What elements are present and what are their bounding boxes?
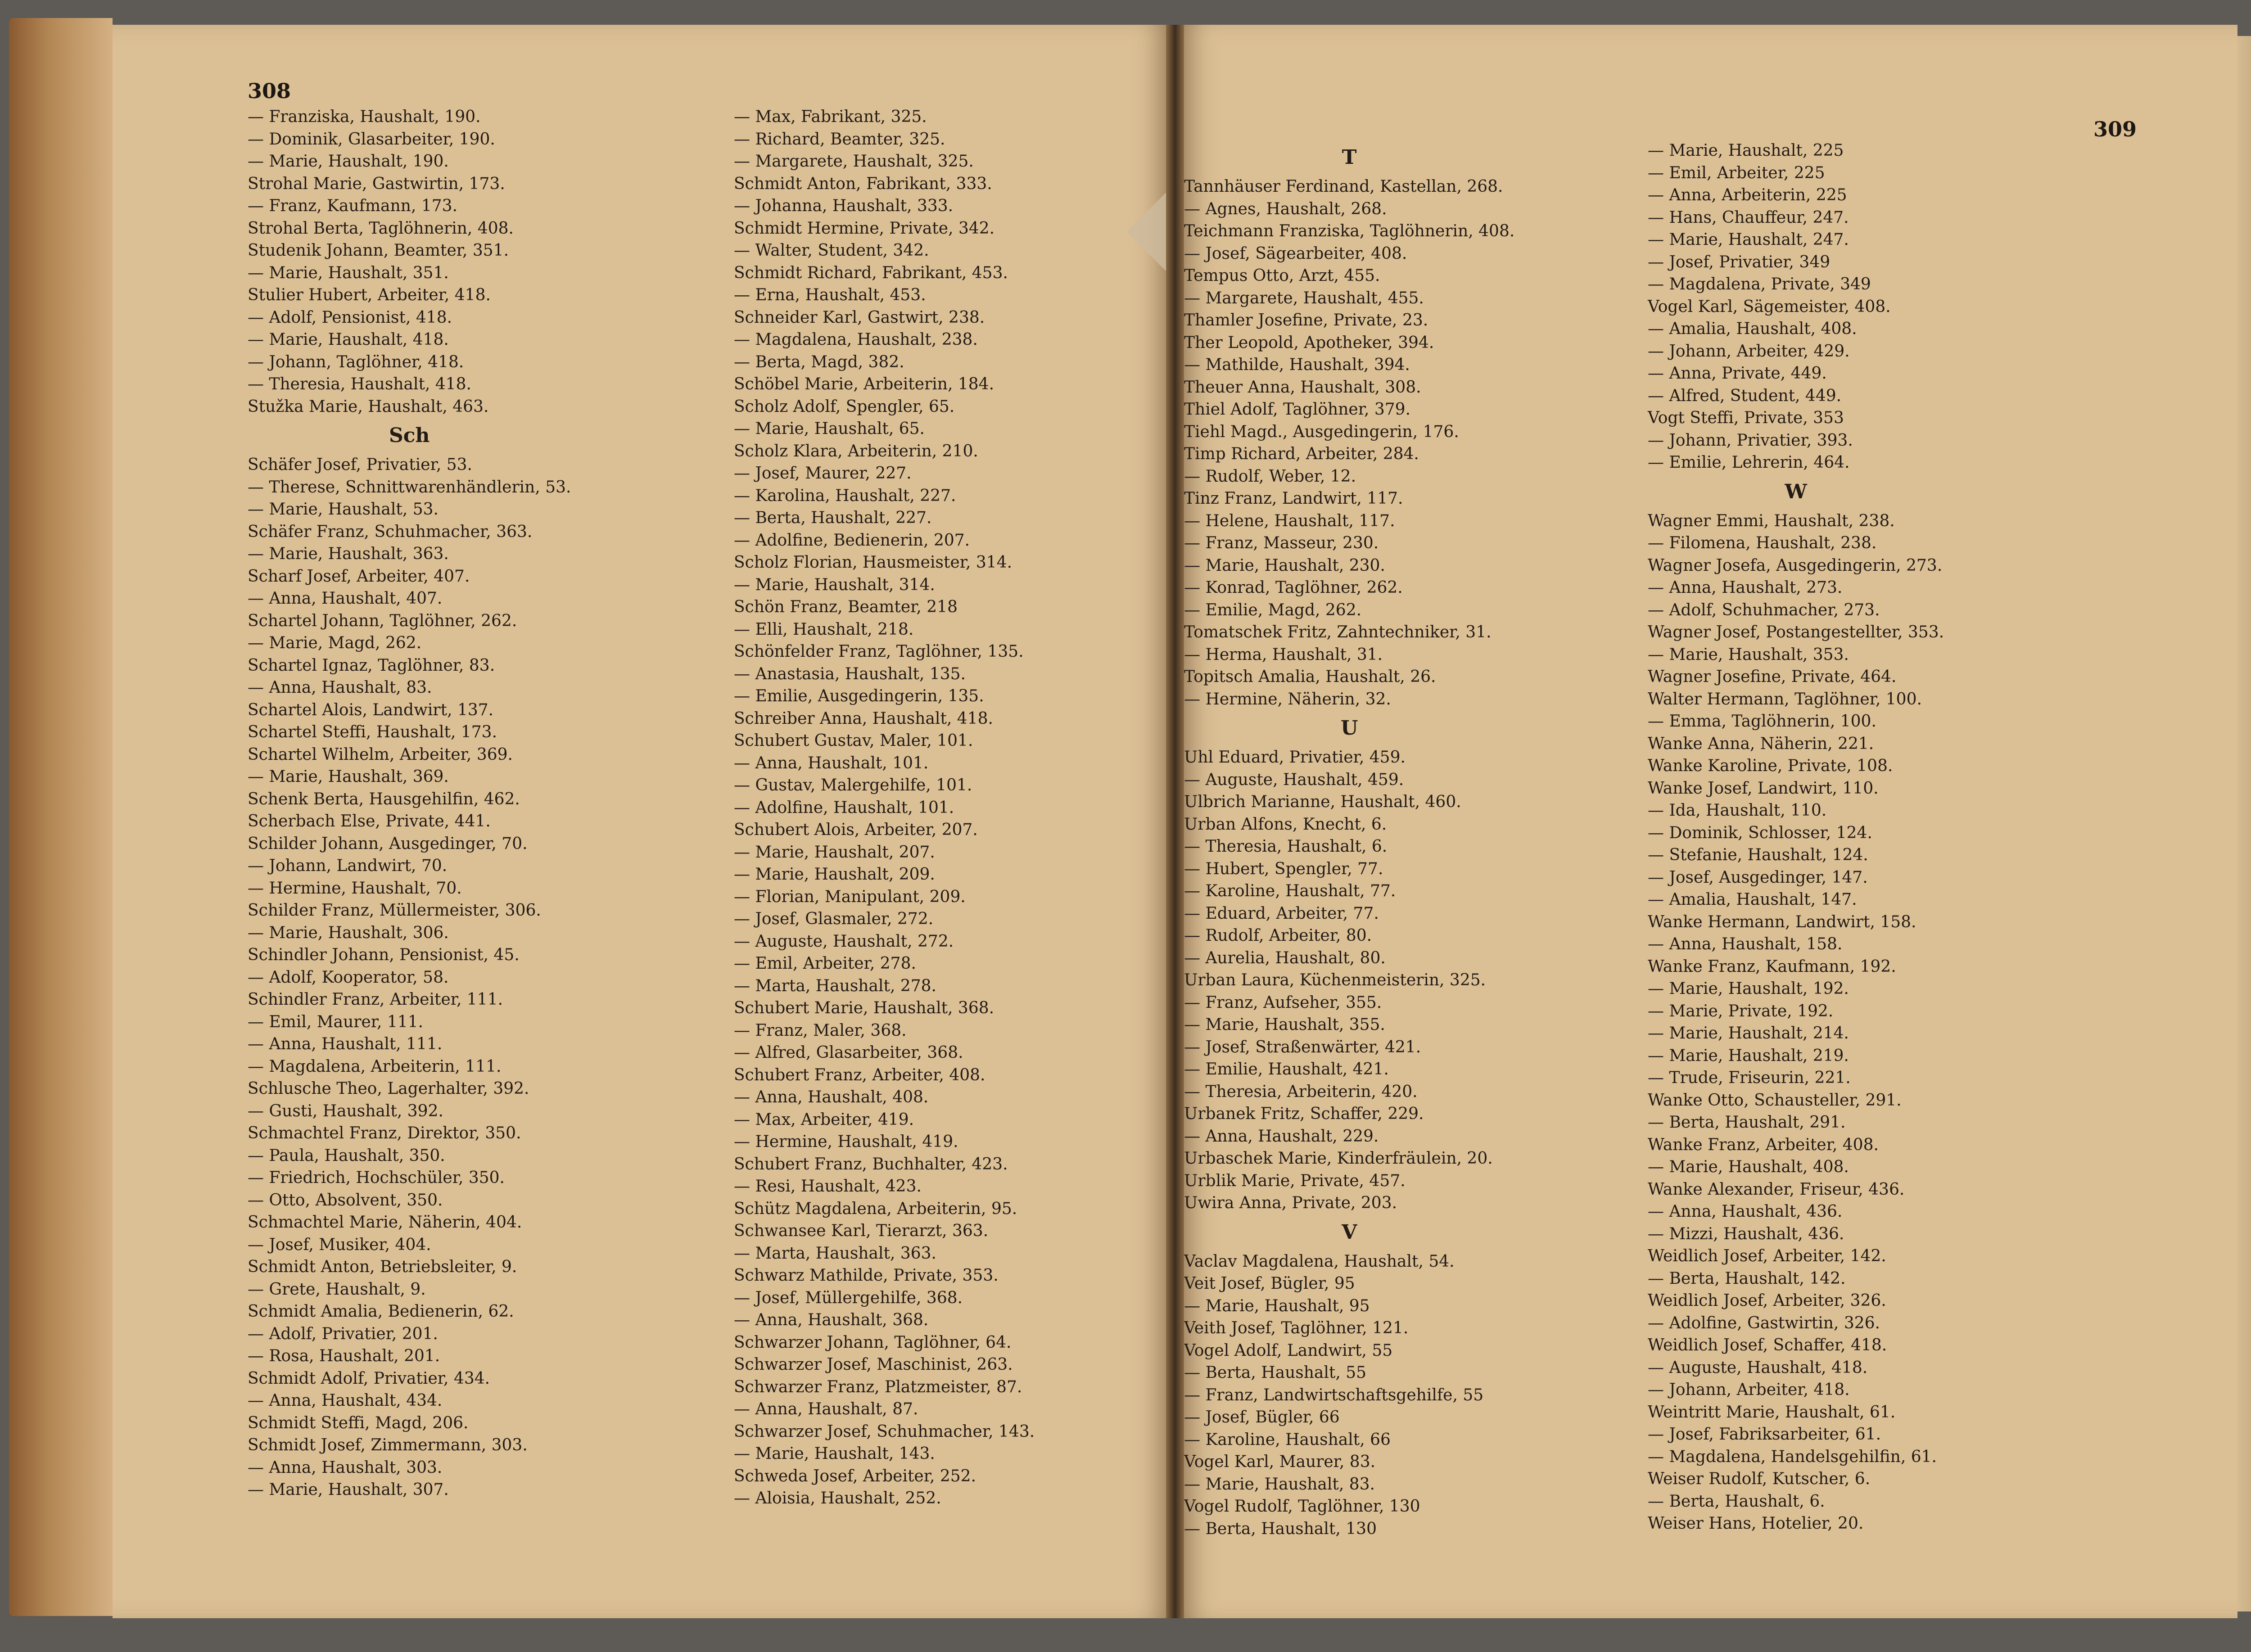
directory-entry: — Walter, Student, 342. — [734, 241, 929, 260]
directory-entry: Schmidt Amalia, Bedienerin, 62. — [248, 1302, 514, 1321]
directory-entry: — Gusti, Haushalt, 392. — [248, 1101, 443, 1120]
directory-entry: — Adolfine, Haushalt, 101. — [734, 798, 954, 817]
directory-entry: Schmidt Hermine, Private, 342. — [734, 219, 995, 238]
directory-entry: Strohal Marie, Gastwirtin, 173. — [248, 174, 505, 193]
directory-entry: Schubert Franz, Arbeiter, 408. — [734, 1065, 985, 1084]
directory-entry: — Dominik, Glasarbeiter, 190. — [248, 130, 495, 149]
right-page — [1175, 25, 2237, 1618]
right-column-1 — [1184, 140, 1514, 1540]
directory-entry: Scholz Adolf, Spengler, 65. — [734, 397, 955, 416]
directory-entry: — Johann, Landwirt, 70. — [248, 857, 447, 875]
directory-entry: — Franz, Aufseher, 355. — [1184, 993, 1382, 1012]
directory-entry: — Marie, Haushalt, 369. — [248, 767, 449, 786]
directory-entry: — Anna, Haushalt, 273. — [1648, 578, 1843, 597]
directory-entry: — Emilie, Ausgedingerin, 135. — [734, 687, 984, 705]
directory-entry: — Emilie, Magd, 262. — [1184, 600, 1362, 619]
directory-entry: — Marie, Haushalt, 314. — [734, 575, 935, 594]
directory-entry: — Johann, Taglöhner, 418. — [248, 352, 464, 371]
directory-entry: Stulier Hubert, Arbeiter, 418. — [248, 286, 491, 304]
book-gutter — [1166, 25, 1184, 1618]
directory-entry: — Aurelia, Haushalt, 80. — [1184, 948, 1386, 967]
directory-entry: — Karolina, Haushalt, 227. — [734, 486, 956, 505]
directory-entry: — Berta, Haushalt, 6. — [1648, 1492, 1825, 1511]
directory-entry: — Eduard, Arbeiter, 77. — [1184, 904, 1379, 923]
directory-entry: Studenik Johann, Beamter, 351. — [248, 241, 509, 260]
directory-entry: Schön Franz, Beamter, 218 — [734, 598, 958, 616]
directory-entry: Weidlich Josef, Arbeiter, 326. — [1648, 1291, 1886, 1310]
directory-entry: — Grete, Haushalt, 9. — [248, 1280, 426, 1299]
directory-entry: Schilder Franz, Müllermeister, 306. — [248, 901, 541, 920]
directory-entry: Timp Richard, Arbeiter, 284. — [1184, 445, 1419, 463]
directory-entry: — Marie, Haushalt, 53. — [248, 500, 438, 519]
directory-entry: — Alfred, Student, 449. — [1648, 386, 1842, 405]
directory-entry: — Anna, Haushalt, 87. — [734, 1400, 918, 1418]
directory-entry: — Florian, Manipulant, 209. — [734, 887, 966, 906]
left-column-2 — [734, 106, 1035, 1510]
directory-entry: — Marie, Private, 192. — [1648, 1002, 1834, 1020]
directory-entry: Strohal Berta, Taglöhnerin, 408. — [248, 219, 514, 238]
directory-entry: Schubert Franz, Buchhalter, 423. — [734, 1155, 1008, 1174]
directory-entry: — Franz, Landwirtschaftsgehilfe, 55 — [1184, 1386, 1484, 1404]
directory-entry: Vaclav Magdalena, Haushalt, 54. — [1184, 1252, 1455, 1271]
section-letter-heading: V — [1342, 1220, 1357, 1244]
directory-entry: Ulbrich Marianne, Haushalt, 460. — [1184, 793, 1461, 811]
directory-entry: — Anna, Haushalt, 368. — [734, 1311, 929, 1329]
directory-entry: Schäfer Josef, Privatier, 53. — [248, 456, 472, 474]
directory-entry: — Josef, Bügler, 66 — [1184, 1408, 1340, 1426]
directory-entry: Schwarzer Josef, Schuhmacher, 143. — [734, 1422, 1035, 1441]
directory-entry: Tannhäuser Ferdinand, Kastellan, 268. — [1184, 177, 1503, 196]
directory-entry: — Karoline, Haushalt, 77. — [1184, 882, 1396, 900]
directory-entry: — Hubert, Spengler, 77. — [1184, 859, 1383, 878]
directory-entry: — Anna, Haushalt, 434. — [248, 1391, 443, 1410]
directory-entry: — Rudolf, Arbeiter, 80. — [1184, 926, 1372, 945]
directory-entry: — Agnes, Haushalt, 268. — [1184, 199, 1387, 218]
directory-entry: Schütz Magdalena, Arbeiterin, 95. — [734, 1199, 1017, 1218]
directory-entry: — Josef, Ausgedinger, 147. — [1648, 868, 1868, 887]
directory-entry: — Theresia, Arbeiterin, 420. — [1184, 1082, 1418, 1101]
directory-entry: Schubert Alois, Arbeiter, 207. — [734, 821, 978, 839]
directory-entry: Weidlich Josef, Schaffer, 418. — [1648, 1336, 1887, 1354]
directory-entry: — Josef, Maurer, 227. — [734, 464, 912, 483]
directory-entry: Wanke Franz, Kaufmann, 192. — [1648, 957, 1896, 976]
directory-entry: — Auguste, Haushalt, 459. — [1184, 770, 1404, 789]
directory-entry: — Magdalena, Private, 349 — [1648, 275, 1871, 293]
directory-entry: Scholz Florian, Hausmeister, 314. — [734, 553, 1012, 572]
directory-entry: Schilder Johann, Ausgedinger, 70. — [248, 834, 528, 853]
directory-entry: Ther Leopold, Apotheker, 394. — [1184, 333, 1434, 352]
directory-entry: Theuer Anna, Haushalt, 308. — [1184, 378, 1421, 397]
directory-entry: — Anna, Haushalt, 111. — [248, 1035, 443, 1053]
directory-entry: — Rudolf, Weber, 12. — [1184, 467, 1356, 486]
section-letter-heading: W — [1785, 480, 1807, 503]
directory-entry: — Franziska, Haushalt, 190. — [248, 108, 481, 126]
directory-entry: — Adolf, Pensionist, 418. — [248, 308, 452, 327]
directory-entry: Schartel Johann, Taglöhner, 262. — [248, 611, 517, 630]
directory-entry: Schindler Johann, Pensionist, 45. — [248, 946, 520, 964]
directory-entry: — Erna, Haushalt, 453. — [734, 286, 926, 304]
directory-entry: Veit Josef, Bügler, 95 — [1184, 1274, 1355, 1293]
directory-entry: — Marie, Haushalt, 408. — [1648, 1158, 1849, 1176]
directory-entry: — Marie, Magd, 262. — [248, 634, 422, 652]
directory-entry: — Adolf, Schuhmacher, 273. — [1648, 600, 1880, 619]
directory-entry: — Josef, Glasmaler, 272. — [734, 910, 934, 928]
directory-entry: — Filomena, Haushalt, 238. — [1648, 534, 1877, 552]
directory-entry: — Theresia, Haushalt, 418. — [248, 375, 471, 393]
directory-entry: — Marie, Haushalt, 190. — [248, 152, 449, 171]
directory-entry: — Anastasia, Haushalt, 135. — [734, 664, 966, 683]
directory-entry: Tomatschek Fritz, Zahntechniker, 31. — [1184, 623, 1492, 641]
directory-entry: — Anna, Haushalt, 407. — [248, 589, 443, 608]
directory-entry: — Hans, Chauffeur, 247. — [1648, 208, 1849, 227]
directory-entry: — Franz, Maler, 368. — [734, 1021, 907, 1040]
directory-entry: Vogel Adolf, Landwirt, 55 — [1184, 1341, 1393, 1360]
directory-entry: Schreiber Anna, Haushalt, 418. — [734, 709, 993, 728]
directory-entry: Schwarzer Franz, Platzmeister, 87. — [734, 1377, 1022, 1396]
directory-entry: — Herma, Haushalt, 31. — [1184, 645, 1383, 664]
directory-entry: Thamler Josefine, Private, 23. — [1184, 311, 1428, 329]
directory-entry: Topitsch Amalia, Haushalt, 26. — [1184, 668, 1436, 686]
directory-entry: Schwarz Mathilde, Private, 353. — [734, 1266, 999, 1285]
directory-entry: — Marie, Haushalt, 225 — [1648, 141, 1844, 160]
directory-entry: — Berta, Haushalt, 142. — [1648, 1269, 1846, 1288]
directory-entry: — Margarete, Haushalt, 325. — [734, 152, 974, 171]
directory-entry: Schmidt Anton, Betriebsleiter, 9. — [248, 1258, 517, 1276]
directory-entry: Schlusche Theo, Lagerhalter, 392. — [248, 1079, 529, 1098]
right-column-2 — [1648, 140, 1944, 1535]
directory-entry: Uhl Eduard, Privatier, 459. — [1184, 748, 1406, 767]
directory-entry: Tempus Otto, Arzt, 455. — [1184, 266, 1380, 285]
directory-entry: — Amalia, Haushalt, 408. — [1648, 320, 1857, 338]
directory-entry: — Richard, Beamter, 325. — [734, 130, 945, 149]
directory-entry: Schubert Gustav, Maler, 101. — [734, 731, 973, 750]
directory-entry: Schwarzer Johann, Taglöhner, 64. — [734, 1333, 1012, 1352]
directory-entry: Wanke Karoline, Private, 108. — [1648, 757, 1893, 775]
directory-entry: Urblik Marie, Private, 457. — [1184, 1171, 1406, 1190]
directory-entry: — Helene, Haushalt, 117. — [1184, 511, 1395, 530]
directory-entry: — Berta, Haushalt, 227. — [734, 509, 932, 527]
directory-entry: — Johanna, Haushalt, 333. — [734, 197, 954, 215]
directory-entry: Wagner Emmi, Haushalt, 238. — [1648, 511, 1895, 530]
directory-entry: Vogel Karl, Maurer, 83. — [1184, 1453, 1376, 1471]
directory-entry: — Magdalena, Arbeiterin, 111. — [248, 1057, 502, 1076]
directory-entry: Vogel Rudolf, Taglöhner, 130 — [1184, 1497, 1420, 1516]
directory-entry: — Anna, Haushalt, 408. — [734, 1088, 929, 1106]
directory-entry: Weiser Rudolf, Kutscher, 6. — [1648, 1470, 1871, 1488]
directory-entry: — Marie, Haushalt, 219. — [1648, 1046, 1849, 1065]
directory-entry: Wanke Alexander, Friseur, 436. — [1648, 1180, 1905, 1199]
section-letter-heading: U — [1340, 717, 1358, 740]
directory-entry: Schubert Marie, Haushalt, 368. — [734, 999, 994, 1017]
directory-entry: — Marie, Haushalt, 353. — [1648, 645, 1849, 664]
directory-entry: — Marie, Haushalt, 207. — [734, 843, 935, 862]
directory-entry: — Gustav, Malergehilfe, 101. — [734, 776, 972, 794]
directory-entry: — Marie, Haushalt, 95 — [1184, 1296, 1370, 1315]
directory-entry: — Rosa, Haushalt, 201. — [248, 1347, 440, 1365]
section-letter-heading: Sch — [389, 424, 430, 447]
directory-entry: Veith Josef, Taglöhner, 121. — [1184, 1319, 1409, 1337]
directory-entry: Schäfer Franz, Schuhmacher, 363. — [248, 522, 533, 541]
directory-entry: Schmidt Steffi, Magd, 206. — [248, 1413, 469, 1432]
directory-entry: — Konrad, Taglöhner, 262. — [1184, 578, 1403, 597]
directory-entry: — Marie, Haushalt, 306. — [248, 923, 449, 942]
directory-entry: — Max, Arbeiter, 419. — [734, 1110, 914, 1129]
directory-entry: Wanke Otto, Schausteller, 291. — [1648, 1091, 1902, 1110]
directory-entry: Scherbach Else, Private, 441. — [248, 812, 491, 831]
directory-entry: Schwarzer Josef, Maschinist, 263. — [734, 1355, 1013, 1374]
directory-entry: — Magdalena, Handelsgehilfin, 61. — [1648, 1447, 1937, 1466]
book-edge-left — [9, 18, 113, 1616]
directory-entry: — Anna, Arbeiterin, 225 — [1648, 186, 1847, 204]
directory-entry: — Elli, Haushalt, 218. — [734, 620, 914, 639]
directory-entry: — Marie, Haushalt, 192. — [1648, 979, 1849, 998]
directory-entry: Schartel Wilhelm, Arbeiter, 369. — [248, 745, 513, 764]
directory-entry: Wanke Josef, Landwirt, 110. — [1648, 779, 1879, 798]
section-letter-heading: T — [1342, 146, 1357, 169]
directory-entry: — Anna, Haushalt, 303. — [248, 1458, 443, 1477]
directory-entry: — Josef, Müllergehilfe, 368. — [734, 1288, 963, 1307]
directory-entry: — Stefanie, Haushalt, 124. — [1648, 846, 1868, 864]
directory-entry: — Otto, Absolvent, 350. — [248, 1191, 443, 1210]
directory-entry: — Berta, Haushalt, 291. — [1648, 1113, 1846, 1132]
directory-entry: Schneider Karl, Gastwirt, 238. — [734, 308, 985, 327]
directory-entry: Urban Laura, Küchenmeisterin, 325. — [1184, 971, 1486, 989]
directory-entry: — Marie, Haushalt, 65. — [734, 420, 925, 438]
directory-entry: Schönfelder Franz, Taglöhner, 135. — [734, 642, 1024, 661]
directory-entry: — Josef, Fabriksarbeiter, 61. — [1648, 1425, 1881, 1444]
directory-entry: — Hermine, Haushalt, 70. — [248, 879, 462, 898]
directory-entry: Schmidt Richard, Fabrikant, 453. — [734, 263, 1008, 282]
directory-entry: Wagner Josefine, Private, 464. — [1648, 668, 1897, 686]
directory-entry: Urbaschek Marie, Kinderfräulein, 20. — [1184, 1149, 1493, 1168]
left-page — [113, 25, 1175, 1618]
left-column-1 — [248, 106, 571, 1501]
directory-entry: — Aloisia, Haushalt, 252. — [734, 1489, 941, 1508]
directory-entry: — Anna, Haushalt, 229. — [1184, 1127, 1379, 1146]
directory-entry: — Anna, Haushalt, 158. — [1648, 935, 1843, 953]
directory-entry: — Emma, Taglöhnerin, 100. — [1648, 712, 1876, 731]
directory-entry: — Marie, Haushalt, 83. — [1184, 1475, 1375, 1494]
directory-entry: — Marie, Haushalt, 307. — [248, 1480, 449, 1499]
directory-entry: — Johann, Arbeiter, 429. — [1648, 342, 1850, 361]
directory-entry: Weintritt Marie, Haushalt, 61. — [1648, 1403, 1896, 1422]
directory-entry: Schenk Berta, Hausgehilfin, 462. — [248, 790, 520, 808]
directory-entry: Stužka Marie, Haushalt, 463. — [248, 397, 489, 416]
directory-entry: — Ida, Haushalt, 110. — [1648, 801, 1827, 820]
directory-entry: — Josef, Sägearbeiter, 408. — [1184, 244, 1407, 263]
directory-entry: — Emilie, Haushalt, 421. — [1184, 1060, 1389, 1079]
directory-entry: Tinz Franz, Landwirt, 117. — [1184, 489, 1403, 508]
directory-entry: — Franz, Masseur, 230. — [1184, 534, 1379, 552]
directory-entry: Schweda Josef, Arbeiter, 252. — [734, 1467, 976, 1485]
directory-entry: — Therese, Schnittwarenhändlerin, 53. — [248, 478, 571, 497]
directory-entry: — Magdalena, Haushalt, 238. — [734, 330, 978, 349]
directory-entry: Urbanek Fritz, Schaffer, 229. — [1184, 1105, 1424, 1123]
directory-entry: — Adolfine, Bedienerin, 207. — [734, 531, 970, 550]
directory-entry: — Marie, Haushalt, 418. — [248, 330, 449, 349]
directory-entry: Uwira Anna, Private, 203. — [1184, 1194, 1397, 1212]
directory-entry: — Marta, Haushalt, 278. — [734, 976, 936, 995]
directory-entry: Weiser Hans, Hotelier, 20. — [1648, 1514, 1864, 1533]
directory-entry: — Anna, Haushalt, 83. — [248, 678, 432, 697]
directory-entry: — Anna, Haushalt, 436. — [1648, 1202, 1843, 1221]
directory-entry: — Friedrich, Hochschüler, 350. — [248, 1169, 505, 1187]
directory-entry: Schmidt Josef, Zimmermann, 303. — [248, 1436, 528, 1454]
directory-entry: — Josef, Privatier, 349 — [1648, 253, 1831, 271]
directory-entry: — Anna, Haushalt, 101. — [734, 754, 929, 772]
directory-entry: — Margarete, Haushalt, 455. — [1184, 289, 1424, 307]
directory-entry: — Marie, Haushalt, 214. — [1648, 1024, 1849, 1043]
directory-entry: Schartel Ignaz, Taglöhner, 83. — [248, 656, 495, 675]
directory-entry: — Johann, Privatier, 393. — [1648, 431, 1853, 450]
directory-entry: — Marie, Haushalt, 230. — [1184, 556, 1385, 575]
directory-entry: — Josef, Musiker, 404. — [248, 1235, 431, 1254]
directory-entry: — Marie, Haushalt, 209. — [734, 865, 935, 884]
directory-entry: Wanke Franz, Arbeiter, 408. — [1648, 1135, 1879, 1154]
directory-entry: — Auguste, Haushalt, 418. — [1648, 1358, 1868, 1377]
directory-entry: Thiel Adolf, Taglöhner, 379. — [1184, 400, 1411, 419]
directory-entry: — Karoline, Haushalt, 66 — [1184, 1430, 1391, 1449]
directory-entry: — Emil, Arbeiter, 278. — [734, 954, 916, 973]
directory-entry: — Amalia, Haushalt, 147. — [1648, 890, 1857, 909]
directory-entry: — Hermine, Näherin, 32. — [1184, 690, 1391, 709]
directory-entry: Schmidt Anton, Fabrikant, 333. — [734, 174, 992, 193]
page-number-left: 308 — [248, 79, 291, 103]
directory-entry: Schindler Franz, Arbeiter, 111. — [248, 990, 503, 1009]
directory-entry: Vogel Karl, Sägemeister, 408. — [1648, 297, 1891, 316]
directory-entry: — Marie, Haushalt, 355. — [1184, 1016, 1385, 1034]
directory-entry: — Theresia, Haushalt, 6. — [1184, 837, 1388, 856]
directory-entry: — Anna, Private, 449. — [1648, 364, 1827, 383]
directory-entry: Wagner Josefa, Ausgedingerin, 273. — [1648, 556, 1943, 575]
directory-entry: — Emil, Arbeiter, 225 — [1648, 163, 1825, 182]
directory-entry: Schmachtel Franz, Direktor, 350. — [248, 1124, 521, 1142]
directory-entry: — Emilie, Lehrerin, 464. — [1648, 453, 1850, 472]
directory-entry: Schartel Steffi, Haushalt, 173. — [248, 723, 497, 741]
directory-entry: — Marie, Haushalt, 351. — [248, 263, 449, 282]
directory-entry: Schmidt Adolf, Privatier, 434. — [248, 1369, 490, 1388]
directory-entry: Wagner Josef, Postangestellter, 353. — [1648, 623, 1944, 641]
directory-entry: — Paula, Haushalt, 350. — [248, 1146, 445, 1165]
directory-entry: — Adolf, Kooperator, 58. — [248, 968, 449, 987]
directory-entry: — Marta, Haushalt, 363. — [734, 1244, 936, 1263]
directory-entry: — Adolf, Privatier, 201. — [248, 1324, 438, 1343]
directory-entry: — Johann, Arbeiter, 418. — [1648, 1381, 1850, 1399]
directory-entry: Schmachtel Marie, Näherin, 404. — [248, 1213, 522, 1232]
directory-entry: — Berta, Haushalt, 55 — [1184, 1363, 1367, 1382]
directory-entry: — Mathilde, Haushalt, 394. — [1184, 356, 1410, 374]
directory-entry: Weidlich Josef, Arbeiter, 142. — [1648, 1247, 1886, 1265]
directory-entry: — Adolfine, Gastwirtin, 326. — [1648, 1313, 1880, 1332]
directory-entry: Schartel Alois, Landwirt, 137. — [248, 700, 494, 719]
directory-entry: — Auguste, Haushalt, 272. — [734, 932, 954, 951]
directory-entry: Schwansee Karl, Tierarzt, 363. — [734, 1222, 989, 1240]
directory-entry: — Mizzi, Haushalt, 436. — [1648, 1224, 1844, 1243]
directory-entry: Teichmann Franziska, Taglöhnerin, 408. — [1184, 222, 1515, 240]
directory-entry: Urban Alfons, Knecht, 6. — [1184, 815, 1387, 834]
directory-entry: — Hermine, Haushalt, 419. — [734, 1133, 958, 1151]
directory-entry: Scholz Klara, Arbeiterin, 210. — [734, 442, 978, 460]
directory-entry: — Dominik, Schlosser, 124. — [1648, 823, 1872, 842]
directory-entry: — Franz, Kaufmann, 173. — [248, 197, 458, 215]
directory-entry: — Resi, Haushalt, 423. — [734, 1177, 922, 1196]
directory-entry: Wanke Anna, Näherin, 221. — [1648, 734, 1874, 753]
directory-entry: — Alfred, Glasarbeiter, 368. — [734, 1043, 963, 1062]
page-number-right: 309 — [2093, 117, 2137, 141]
directory-entry: Scharf Josef, Arbeiter, 407. — [248, 567, 470, 586]
directory-entry: — Marie, Haushalt, 247. — [1648, 230, 1849, 249]
directory-entry: — Josef, Straßenwärter, 421. — [1184, 1038, 1421, 1056]
directory-entry: — Berta, Magd, 382. — [734, 352, 904, 371]
directory-entry: — Marie, Haushalt, 143. — [734, 1444, 935, 1463]
directory-entry: Vogt Steffi, Private, 353 — [1648, 409, 1844, 427]
directory-entry: — Trude, Friseurin, 221. — [1648, 1069, 1851, 1087]
directory-entry: Wanke Hermann, Landwirt, 158. — [1648, 912, 1917, 931]
directory-entry: — Marie, Haushalt, 363. — [248, 545, 449, 563]
directory-entry: Walter Hermann, Taglöhner, 100. — [1648, 690, 1922, 709]
directory-entry: — Emil, Maurer, 111. — [248, 1012, 424, 1031]
directory-entry: Schöbel Marie, Arbeiterin, 184. — [734, 375, 994, 393]
directory-entry: — Berta, Haushalt, 130 — [1184, 1519, 1377, 1538]
directory-entry: Tiehl Magd., Ausgedingerin, 176. — [1184, 422, 1459, 441]
directory-entry: — Max, Fabrikant, 325. — [734, 108, 927, 126]
